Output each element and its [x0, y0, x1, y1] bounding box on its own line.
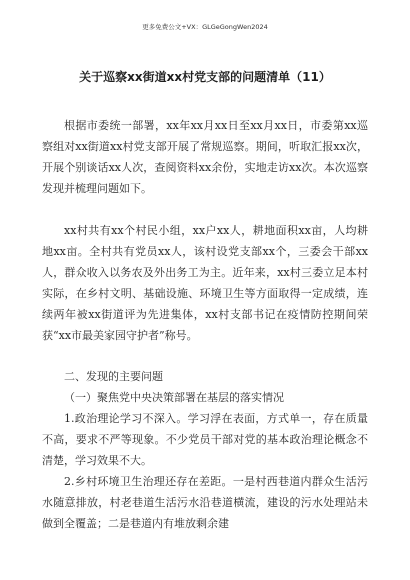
subsection-heading: （一）聚焦党中央决策部署在基层的落实情况: [64, 391, 284, 404]
village-overview-paragraph: xx村共有xx个村民小组，xx户xx人，耕地面积xx亩，人均耕地xx亩。全村共有党员xx人，该村设党支部xx个，三委会干部xx人，群众收入以务农及外出务工为主。近年来，xx村三委立足本村实际，在乡村文明、基础设施、环境卫生等方面取得一定成绩，连续两年被xx街道评为先进集体，xx村支部书记在疫情防控期间荣获“xx市最美家园守护者”称号。: [42, 224, 368, 342]
section-heading: 二、发现的主要问题: [64, 370, 163, 383]
document-title: 关于巡察xx街道xx村党支部的问题清单（11）: [79, 70, 331, 84]
issue-item-2: 2.乡村环境卫生治理还存在差距。一是村西巷道内群众生活污水随意排放，村老巷道生活污水沿巷道横流，建设的污水处理站未做到全覆盖；二是巷道内有堆放剩余建: [42, 475, 368, 530]
page-header-note: 更多免费公文+VX：GLGeGongWen2024: [142, 23, 268, 31]
issue-item-1: 1.政治理论学习不深入。学习浮在表面，方式单一，存在质量不高，要求不严等现象。不少党员干部对党的基本政治理论概念不清楚，学习效果不大。: [42, 412, 368, 467]
intro-paragraph: 根据市委统一部署，xx年xx月xx日至xx月xx日，市委第xx巡察组对xx街道xx村党支部开展了常规巡察。期间，听取汇报xx次，开展个别谈话xx人次，查阅资料xx余份，实地走访xx次。本次巡察发现并梳理问题如下。: [42, 119, 368, 195]
